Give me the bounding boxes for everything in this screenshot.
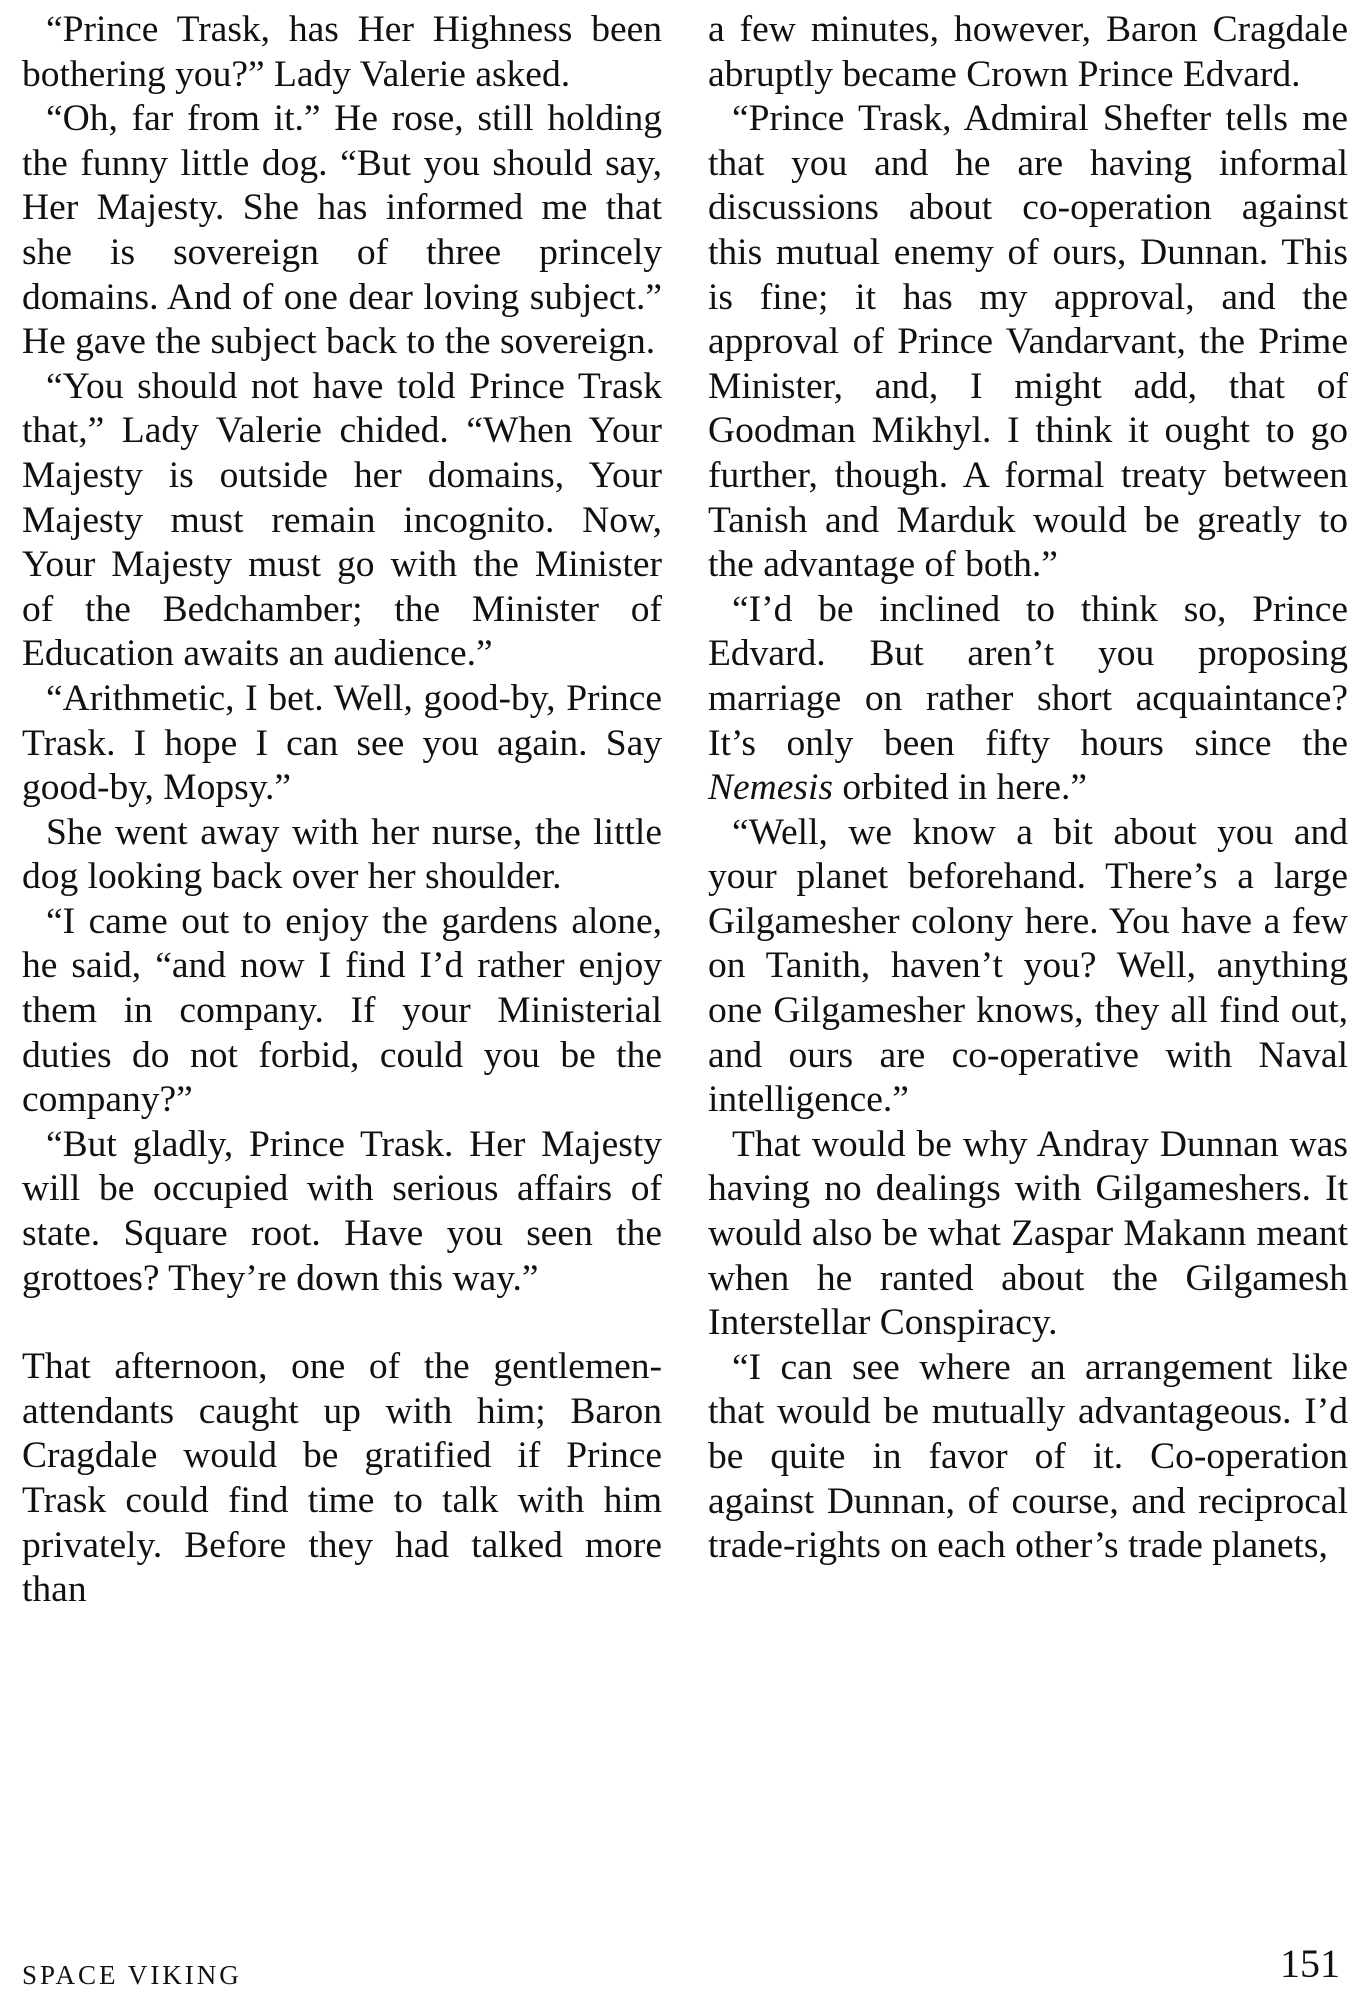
paragraph: “Prince Trask, has Her Highness been bothering you?” Lady Valerie asked. bbox=[22, 9, 662, 95]
running-head: SPACE VIKING bbox=[22, 1960, 242, 1990]
paragraph: “Prince Trask, Admiral Shefter tells me that you and he are having informal discussions about co-operation against this mutual enemy of ours, Dunnan. This is fine; it has my approval, and the approval of Prince Vandarvant, the Prime Minister, and, I might add, that of Goodman Mikhyl. I think it ought to go further, though. A formal treaty between Tanish and Marduk would be greatly to the advantage of both.” bbox=[708, 98, 1348, 586]
paragraph: “I came out to enjoy the gardens alone, he said, “and now I find I’d rather enjoy them in company. If your Ministerial duties do not forbid, could you be the company?” bbox=[22, 900, 662, 1121]
paragraph: “Arithmetic, I bet. Well, good-by, Prince Trask. I hope I can see you again. Say good-by, Mopsy.” bbox=[22, 677, 662, 809]
paragraph: “You should not have told Prince Trask that,” Lady Valerie chided. “When Your Majesty is outside her domains, Your Majesty must remain incognito. Now, Your Majesty must go with the Minister of the Bedchamber; the Minister of Education awaits an audience.” bbox=[22, 365, 662, 675]
right-text-column bbox=[708, 8, 1348, 1569]
paragraph: That would be why Andray Dunnan was having no dealings with Gilgameshers. It would also be what Zaspar Makann meant when he ranted about the Gilgamesh Interstellar Conspiracy. bbox=[708, 1123, 1348, 1344]
paragraph-text: orbited in here.” bbox=[833, 767, 1088, 809]
paragraph: “I can see where an arrangement like that would be mutually advantageous. I’d be quite in favor of it. Co-operation against Dunnan, of course, and reciprocal trade-rights on each other’s trade planets, bbox=[708, 1346, 1348, 1567]
paragraph: “But gladly, Prince Trask. Her Majesty will be occupied with serious affairs of state. Square root. Have you seen the grottoes? They’re down this way.” bbox=[22, 1123, 662, 1299]
paragraph: She went away with her nurse, the little dog looking back over her shoulder. bbox=[22, 811, 662, 898]
ship-name-italic: Nemesis bbox=[708, 767, 833, 809]
paragraph-continued: a few minutes, however, Baron Cragdale abruptly became Crown Prince Edvard. bbox=[708, 9, 1348, 95]
paragraph bbox=[708, 588, 1348, 811]
paragraph-section-start: That afternoon, one of the gentlemen-attendants caught up with him; Baron Cragdale would be gratified if Prince Trask could find time to talk with him privately. Before they had talked more than bbox=[22, 1346, 662, 1611]
paragraph: “Well, we know a bit about you and your planet beforehand. There’s a large Gilgamesher colony here. You have a few on Tanith, haven’t you? Well, anything one Gilgamesher knows, they all find out, and ours are co-operative with Naval intelligence.” bbox=[708, 811, 1348, 1121]
left-text-column bbox=[22, 8, 662, 1613]
page-number: 151 bbox=[1280, 1941, 1340, 1986]
page-footer bbox=[22, 1940, 1340, 1990]
paragraph-text: “I’d be inclined to think so, Prince Edvard. But aren’t you proposing marriage on rather short acquaintance? It’s only been fifty hours since the bbox=[708, 588, 1348, 764]
paragraph: “Oh, far from it.” He rose, still holding the funny little dog. “But you should say, Her Majesty. She has informed me that she is sovereign of three princely domains. And of one dear loving subject.” He gave the subject back to the sovereign. bbox=[22, 98, 662, 363]
